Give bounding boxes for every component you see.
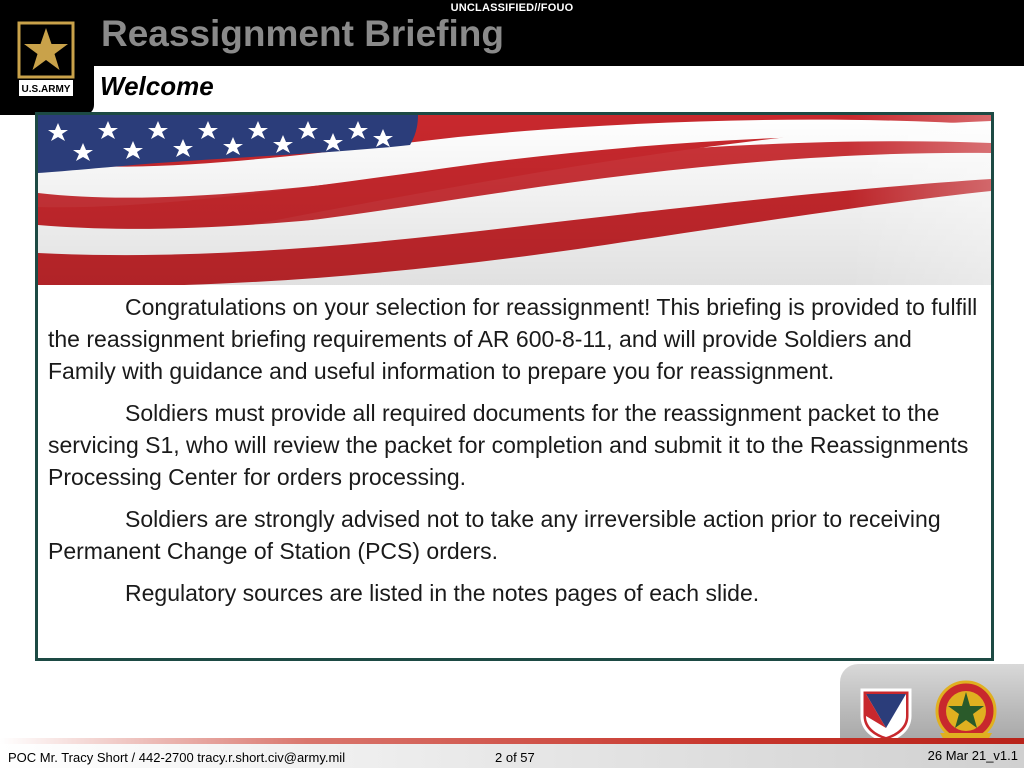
paragraph-4-text: Regulatory sources are listed in the notes pages of each slide. <box>125 580 760 606</box>
page-title: Reassignment Briefing <box>101 13 504 54</box>
sustainment-command-insignia-icon <box>930 678 1002 744</box>
page-number: 2 of 57 <box>495 750 535 765</box>
paragraph-2 <box>48 397 983 493</box>
body-text <box>48 291 983 619</box>
american-flag-banner-icon <box>38 115 991 285</box>
logo-tab <box>0 0 94 115</box>
classification-marking: UNCLASSIFIED//FOUO <box>450 2 574 14</box>
army-materiel-command-patch-icon <box>858 686 914 742</box>
paragraph-1-text: Congratulations on your selection for reassignment! This briefing is provided to fulfill the reassignment briefing requirements of AR 600-8-11, and will provide Soldiers and Family with guidance and useful information to prepare you for reassignment. <box>48 294 978 384</box>
version-date: 26 Mar 21_v1.1 <box>927 748 1018 763</box>
paragraph-3 <box>48 503 983 567</box>
footer-poc: POC Mr. Tracy Short / 442-2700 tracy.r.short.civ@army.mil <box>8 750 346 765</box>
us-army-star-logo <box>16 20 76 100</box>
paragraph-4 <box>48 577 983 609</box>
logo-text: U.S.ARMY <box>21 84 71 95</box>
paragraph-3-text: Soldiers are strongly advised not to take any irreversible action prior to receiving Permanent Change of Station (PCS) orders. <box>48 506 941 564</box>
paragraph-1 <box>48 291 983 387</box>
paragraph-2-text: Soldiers must provide all required documents for the reassignment packet to the servicing S1, who will review the packet for completion and submit it to the Reassignments Processing Center for orders processing. <box>48 400 969 490</box>
content-frame <box>35 112 994 661</box>
slide-subtitle: Welcome <box>100 71 214 101</box>
